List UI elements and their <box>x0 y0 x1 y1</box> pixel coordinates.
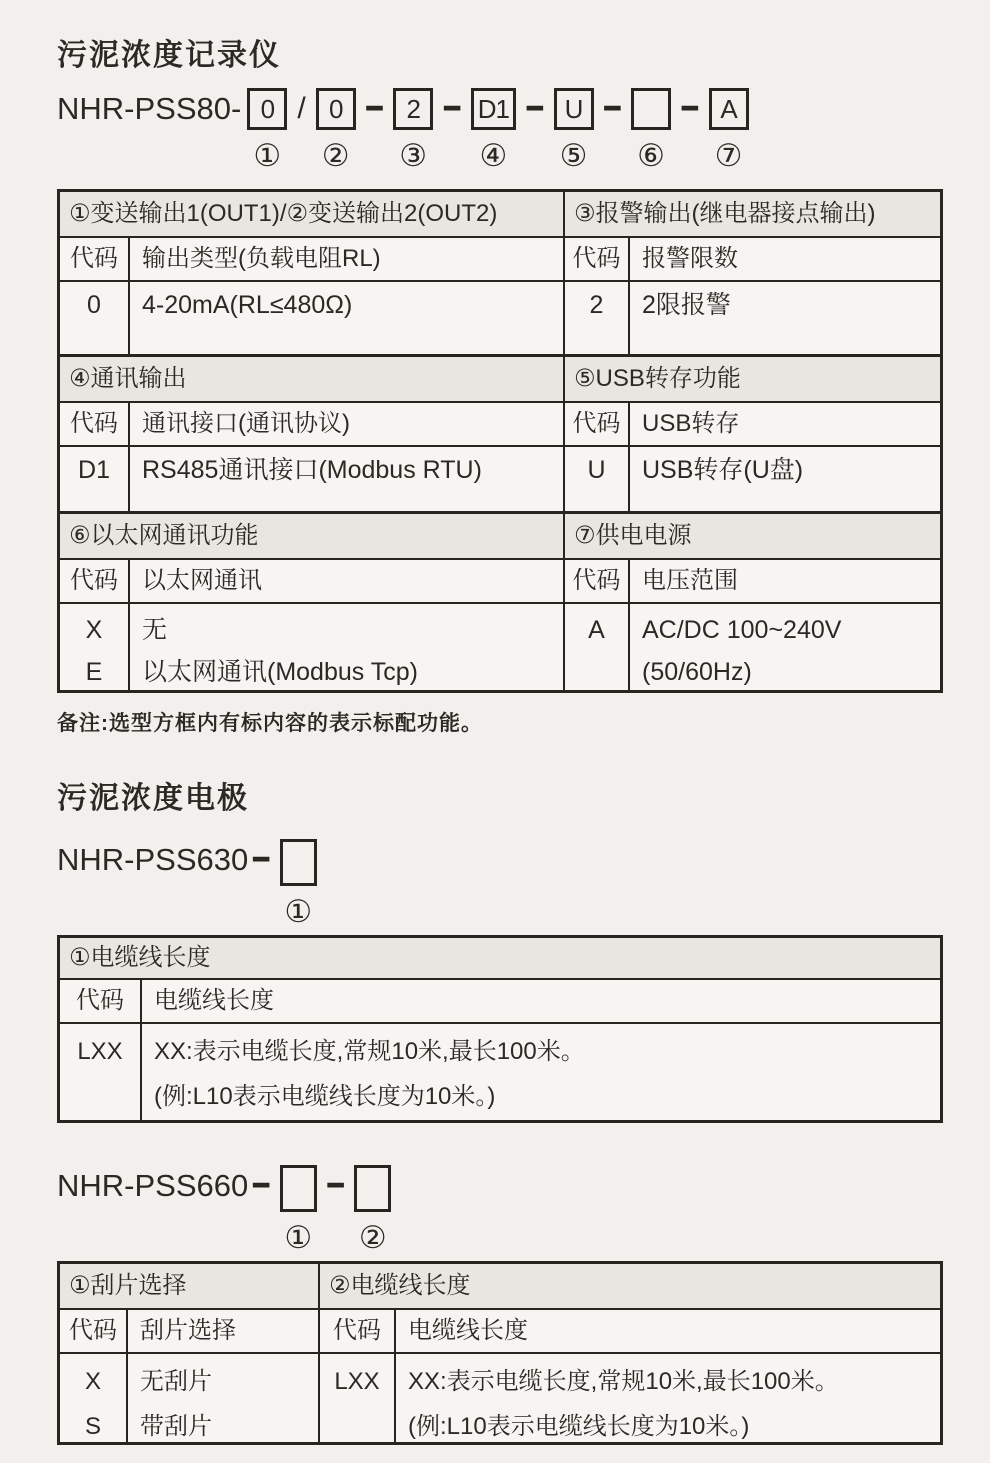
desc-value-cell <box>630 604 940 690</box>
spec-section-1 <box>60 192 940 354</box>
electrode-title: 污泥浓度电极 <box>57 782 249 815</box>
circled-number-5: ⑤ <box>559 138 588 174</box>
circled-number-6: ⑥ <box>637 138 665 174</box>
desc-col-header: 通讯接口(通讯协议) <box>130 403 565 447</box>
desc-col-header: 刮片选择 <box>128 1310 320 1354</box>
code-value: X <box>84 1368 101 1395</box>
model-code-value: 0 <box>260 93 275 124</box>
code-value-cell <box>60 604 130 690</box>
desc-value: 带刮片 <box>140 1413 212 1440</box>
code-value: LXX <box>334 1368 380 1395</box>
recorder-model-line <box>57 88 990 173</box>
model-code-box-2 <box>316 88 356 130</box>
model-code-box-empty <box>354 1165 391 1212</box>
code-value: U <box>587 456 606 484</box>
pss630-spec-table <box>57 935 943 1123</box>
section3-header-left: ⑥以太网通讯功能 <box>60 514 565 560</box>
standard-config-note: 备注:选型方框内有标内容的表示标配功能。 <box>57 712 483 735</box>
spec-section-2 <box>60 354 940 511</box>
model-separator-dash: − <box>681 92 699 125</box>
pss630-model-prefix: NHR-PSS630 <box>57 842 249 877</box>
section1-header-left: ①变送输出1(OUT1)/②变送输出2(OUT2) <box>60 192 565 238</box>
model-code-box-1 <box>247 88 287 130</box>
desc-value: 无刮片 <box>140 1368 212 1395</box>
model-code-value: D1 <box>477 93 509 124</box>
pss660-model-prefix: NHR-PSS660 <box>57 1168 249 1203</box>
model-code-box-empty <box>280 839 317 886</box>
code-value-cell <box>565 447 630 511</box>
model-code-value: 2 <box>406 93 420 124</box>
desc-value: AC/DC 100~240V <box>642 616 842 644</box>
code-col-header: 代码 <box>60 238 130 282</box>
model-separator-dash: − <box>525 92 544 125</box>
code-value: LXX <box>77 1038 123 1065</box>
desc-value: RS485通讯接口(Modbus RTU) <box>142 456 482 484</box>
code-value-cell <box>60 1024 142 1120</box>
model-code-box-empty <box>280 1165 317 1212</box>
model-slot-1 <box>247 88 287 173</box>
spec-section-3 <box>60 511 940 690</box>
code-value: 2 <box>589 291 604 319</box>
pss630-table-body <box>60 980 940 1120</box>
model-code-value: A <box>720 93 737 124</box>
model-separator-dash: − <box>365 92 384 125</box>
model-separator-dash: − <box>603 92 622 125</box>
model-code-box-7 <box>709 88 749 130</box>
desc-value-cell <box>130 282 565 354</box>
desc-value: XX:表示电缆长度,常规10米,最长100米。 <box>408 1368 839 1395</box>
circled-number-7: ⑦ <box>714 138 743 174</box>
desc-col-header: 输出类型(负载电阻RL) <box>130 238 565 282</box>
circled-number-3: ③ <box>399 138 428 174</box>
code-col-header: 代码 <box>565 403 630 447</box>
code-col-header: 代码 <box>565 238 630 282</box>
desc-col-header: 电压范围 <box>630 560 940 604</box>
code-col-header: 代码 <box>320 1310 396 1354</box>
section3-header-right: ⑦供电电源 <box>565 514 940 560</box>
code-col-header: 代码 <box>60 403 130 447</box>
code-value: D1 <box>78 456 110 484</box>
code-value: E <box>85 658 103 686</box>
desc-value: 2限报警 <box>642 291 731 319</box>
pss660-table-body <box>60 1264 940 1442</box>
desc-value: USB转存(U盘) <box>642 456 804 484</box>
code-value-cell <box>565 282 630 354</box>
desc-value-cell <box>630 282 940 354</box>
pss630-slot-1 <box>280 839 317 929</box>
model-code-value: U <box>564 93 583 124</box>
desc-col-header: USB转存 <box>630 403 940 447</box>
desc-value: (例:L10表示电缆线长度为10米。) <box>154 1083 496 1110</box>
code-value-cell <box>60 1354 128 1442</box>
model-separator-slash: / <box>297 92 306 125</box>
model-slot-2 <box>316 88 356 173</box>
model-separator-dash: − <box>326 1169 345 1202</box>
pss660-slot-2 <box>354 1165 391 1255</box>
code-value-cell <box>565 604 630 690</box>
desc-value-cell <box>130 604 565 690</box>
code-col-header: 代码 <box>60 1310 128 1354</box>
pss630-table-header: ①电缆线长度 <box>60 938 940 980</box>
model-code-box-3 <box>393 88 433 130</box>
pss660-header-left: ①刮片选择 <box>60 1264 320 1310</box>
model-code-box-6-empty <box>631 88 671 130</box>
model-separator-dash: − <box>443 92 461 125</box>
code-col-header: 代码 <box>60 980 142 1024</box>
model-slot-5 <box>554 88 594 173</box>
pss660-spec-table <box>57 1261 943 1445</box>
desc-value: XX:表示电缆长度,常规10米,最长100米。 <box>154 1038 585 1065</box>
pss660-slot-1 <box>280 1165 317 1255</box>
model-slot-7 <box>709 88 749 173</box>
model-separator-dash: − <box>252 843 270 876</box>
model-code-value: 0 <box>328 93 343 124</box>
desc-value-cell <box>630 447 940 511</box>
code-value: 0 <box>87 291 101 319</box>
circled-number-1: ① <box>253 138 282 174</box>
desc-col-header: 以太网通讯 <box>130 560 565 604</box>
circled-number-2: ② <box>321 138 350 174</box>
desc-value: 以太网通讯(Modbus Tcp) <box>142 658 418 686</box>
model-slot-6 <box>631 88 671 173</box>
model-code-box-5 <box>554 88 594 130</box>
model-separator-dash: − <box>252 1169 270 1202</box>
code-col-header: 代码 <box>565 560 630 604</box>
recorder-spec-table <box>57 189 943 693</box>
desc-value-cell <box>396 1354 940 1442</box>
desc-value: (50/60Hz) <box>642 658 752 686</box>
desc-col-header: 电缆线长度 <box>142 980 940 1024</box>
desc-value: 无 <box>142 616 168 644</box>
section2-header-right: ⑤USB转存功能 <box>565 357 940 403</box>
code-value-cell <box>60 447 130 511</box>
pss660-model-line <box>57 1165 990 1255</box>
circled-number-1: ① <box>284 1220 313 1256</box>
model-code-box-4 <box>471 88 516 130</box>
recorder-title: 污泥浓度记录仪 <box>57 39 281 72</box>
model-slot-3 <box>393 88 433 173</box>
code-value-cell <box>320 1354 396 1442</box>
code-value: S <box>84 1413 101 1440</box>
code-value-cell <box>60 282 130 354</box>
pss630-model-line <box>57 839 990 929</box>
circled-number-1: ① <box>284 894 313 930</box>
model-slot-4 <box>471 88 516 173</box>
desc-col-header: 电缆线长度 <box>396 1310 940 1354</box>
code-value: X <box>85 616 103 644</box>
recorder-model-prefix: NHR-PSS80- <box>57 91 242 126</box>
circled-number-4: ④ <box>479 138 508 174</box>
section1-header-right: ③报警输出(继电器接点输出) <box>565 192 940 238</box>
desc-value-cell <box>130 447 565 511</box>
desc-value-cell <box>142 1024 940 1120</box>
desc-value-cell <box>128 1354 320 1442</box>
desc-col-header: 报警限数 <box>630 238 940 282</box>
code-value: A <box>588 616 605 644</box>
pss660-header-right: ②电缆线长度 <box>320 1264 940 1310</box>
circled-number-2: ② <box>358 1220 387 1256</box>
desc-value: (例:L10表示电缆线长度为10米。) <box>408 1413 750 1440</box>
section2-header-left: ④通讯输出 <box>60 357 565 403</box>
desc-value: 4-20mA(RL≤480Ω) <box>142 291 353 319</box>
code-col-header: 代码 <box>60 560 130 604</box>
